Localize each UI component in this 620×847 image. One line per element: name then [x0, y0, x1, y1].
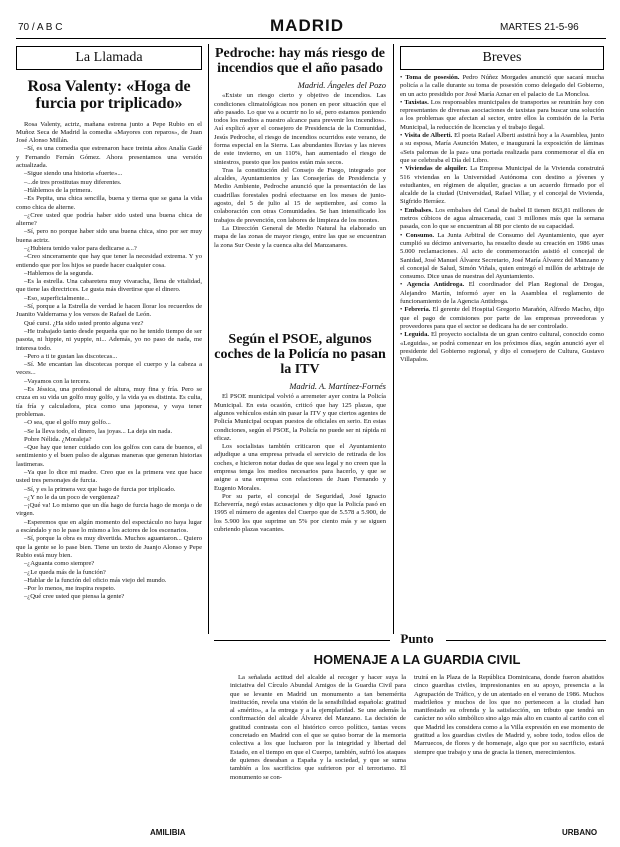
breve-text: La Empresa Municipal de la Vivienda construirá 516 viviendas en la Universidad Autónoma con destino a jóvenes y estudiantes, en régimen de alquiler, gracias a un acuerdo firmado por el alcalde de la ciudad (Universidad, Rafael Villar, y el concejal de Vivienda, Sigfrido Herráez.	[400, 165, 604, 206]
paragraph: –Pero a ti te gustan las discotecas...	[24, 352, 118, 360]
breve-lead: Consumo.	[405, 231, 435, 239]
paragraph: –Hablar de la función del oficio más viejo del mundo.	[24, 576, 167, 584]
paragraph: –Es la estrella. Una cabaretera muy vivaracha, llena de vitalidad, que tiene las directrices. Le gusta más divertirse que el dinero.	[16, 278, 202, 294]
punto-rule-left	[214, 640, 390, 641]
bullet-icon: •	[400, 98, 405, 106]
paragraph: –Es Pepita, una chica sencilla, buena y tierna que se gana la vida como chica de alterne.	[16, 195, 202, 211]
breves-body	[400, 74, 604, 644]
breve-item	[400, 99, 604, 132]
llamada-article	[16, 46, 202, 717]
bullet-icon: •	[400, 132, 405, 140]
paragraph: –Sí, y es la primera vez que hago de furcia por triplicado.	[24, 485, 176, 493]
column-divider-right	[393, 44, 394, 634]
breve-lead: Toma de posesión.	[405, 74, 460, 81]
paragraph: –Sí. Me encantan las discotecas porque el cuerpo y la cabeza a veces...	[16, 361, 202, 377]
paragraph: –Sí, porque la obra es muy divertida. Muchos aguantaron... Quiero que la gente se lo pase bien. Tiene un texto de Juanjo Alonso y Pepe Rubio está muy bien.	[16, 535, 202, 559]
page-header	[0, 0, 620, 40]
pedroche-article	[214, 46, 386, 324]
psoe-byline: Madrid. A. Martínez-Fornés	[289, 381, 386, 392]
paragraph: –Se la lleva todo, el dinero, las joyas... La deja sin nada.	[24, 427, 173, 435]
pedroche-body	[214, 92, 386, 324]
breve-item	[400, 331, 604, 364]
paragraph: –Sí, es una comedia que estrenaron hace treinta años Analía Gadé y Fernando Fernán Gómez. Ahora presentamos una versión actualizada.	[16, 145, 202, 170]
punto-text-1: La señalada actitud del alcalde al recoger y hacer suya la iniciativa del Círculo Abundal Amigos de la Guardia Civil para que se levante en Madrid un monumento a tan benemérita institución, revela una visión de la sensibilidad española: gratitud al «mérito», a la entrega y a la ejemplaridad. Se une además la confirmación del alcalde Álvarez del Manzano. La decisión de gratitud contrasta con el histórico cerco político, tantas veces concretado en Madrid con el que se quiso borrar de la memoria colectiva a los que lucharon por la integridad y libertad del Estado, en el tiempo en que el Cuerpo, también, sufrió los ataques de quienes deseaban a España y la sociedad, y que se suma también a los sacrificios que sufrieron por el terrorismo. El monumento se con-	[230, 674, 406, 781]
paragraph: El PSOE municipal volvió a arremeter ayer contra la Policía Municipal. En esta ocasión, criticó que hay 125 plazas, que algunos vehículos están sin pasar la ITV y que ciertos agentes de Policía Municipal ocupan puestos de oficiales en serio. En estas condiciones, según el PSOE, la Policía no puede ser ni rápida ni eficaz.	[214, 393, 386, 442]
punto-headline: HOMENAJE A LA GUARDIA CIVIL	[313, 652, 521, 667]
bullet-icon: •	[400, 231, 406, 239]
paragraph: –Creo sinceramente que hay que tener la necesidad extrema. Y yo entiendo que por los hijos se puede hacer cualquier cosa.	[16, 253, 202, 269]
paragraph: –¿Aguanta como siempre?	[24, 560, 95, 568]
paragraph: –¿Y no le da un poco de vergüenza?	[24, 493, 120, 501]
breve-item	[400, 232, 604, 282]
breve-item	[400, 281, 604, 306]
breve-text: Los embalses del Canal de Isabel II tienen 863,81 millones de metros cúbicos de agua almacenada, casi 3 millones más que la semana pasada, con lo que se encuentran al 88 por ciento de su capacidad.	[400, 206, 604, 231]
paragraph: Qué cursi. ¿Ha sido usted pronto alguna vez?	[24, 319, 144, 327]
punto-column-1	[230, 674, 406, 836]
paragraph: –¿Le queda más de la función?	[24, 568, 106, 576]
paragraph: «Existe un riesgo cierto y objetivo de incendios. Las condiciones climatológicas nos ponen en peor situación que el año pasado. Lo que va a ocurrir no lo sé, pero estamos poniendo todos los medios a nuestro alcance para prevenir los incendios». Así explicó ayer el consejero de Presidencia de la Comunidad, Jesús Pedroche, el riesgo de incendios ocurridos este verano, de forma especial en la Sierra. Las abundantes lluvias y las nieves de este invierno, en un 110%, han aumentado el riesgo de siniestros, puesto que los pastos están más secos.	[214, 92, 386, 166]
paragraph: –O sea, que el golfo muy golfo...	[24, 419, 111, 427]
paragraph: –Que hay que tener cuidado con los golfos con cara de buenos, el sentimiento y el buen pulso de algunas maneras que generan historias lastimeras.	[16, 444, 202, 468]
psoe-headline: Según el PSOE, algunos coches de la Policía no pasan la ITV	[214, 332, 386, 378]
paragraph: –He trabajado tanto desde pequeña que no he tenido tiempo de ser pasota, ni hippie, ni yuppie, ni... Además, yo no paso de nada, me interesa todo.	[16, 327, 202, 352]
bullet-icon: •	[400, 306, 405, 314]
paragraph: Tras la constitución del Consejo de Fuego, integrado por alcaldes, Ayuntamientos y las Consejerías de Presidencia y Medio Ambiente, Pedroche anunció que la presentación de las cuadrillas forestales podrá efectuarse en los meses de junio-agosto, del 5 de julio al 15 de septiembre, así como la colaboración con otras Comunidades. Se han intensificado los trabajos de prevención, con labores de limpieza de los montes.	[214, 166, 386, 224]
llamada-body	[16, 121, 202, 717]
llamada-signature: AMILIBIA	[150, 828, 186, 837]
breve-text: Los responsables municipales de transportes se reunirán hoy con representantes de diversas asociaciones de taxistas para buscar una solución a los problemas que afectan al sector, entre ellos la comisión de la Feria Municipal, la reducción de licencias y el trabajo ilegal.	[400, 98, 604, 131]
breve-item	[400, 74, 604, 99]
breves-section-label: Breves	[400, 46, 604, 70]
punto-text-2: truirá en la Plaza de la República Dominicana, donde fueron abatidos cinco guardias civiles, impresionantes en su apoyo, presencia a la Agrupación de Tráfico, y de un atentado en el verano de 1986. Muchos madrileños y muchos de los que no pertenecen a la ciudad han manifestado su ofrenda y la satisfacción, un tributo que tendrá un carácter no sólo simbólico sino algo más alto en cuanto al cariño con el que Madrid les considera como a la Villa expresión en ese momento de gratitud a los guardias civiles de Madrid y, sobre todo, todos ellos de Marruecos, de flores y de homenaje, algo que por su sacrificio, estará siempre que trabajo y una de gracia la tienen, merecimientos.	[414, 674, 604, 756]
breve-lead: Taxistas.	[404, 98, 429, 106]
paragraph: –¿Qué cree usted que piensa la gente?	[24, 593, 125, 601]
breve-text: El poeta Rafael Alberti asistirá hoy a la Asamblea, junto a su esposa, María Asunción Mateo, e inaugurará la exposición de láminas «Seis palomas de la paz» una portada realizada para conmemorar el día en que se celebraba el Día del Libro.	[400, 132, 604, 164]
bullet-icon: •	[400, 281, 407, 289]
breve-item	[400, 306, 604, 331]
section-title: MADRID	[270, 16, 344, 35]
paragraph: –Esperemos que en algún momento del espectáculo no haya lugar a escándalo y no le pase lo mismo a los actores de los escenarios.	[16, 518, 202, 535]
llamada-section-label: La Llamada	[16, 46, 202, 70]
paragraph: –¿Hubiera tenido valor para dedicarse a...?	[24, 244, 137, 252]
psoe-body	[214, 393, 386, 655]
pedroche-headline: Pedroche: hay más riesgo de incendios que el año pasado	[214, 46, 386, 77]
paragraph: –Háblemos de la primera.	[24, 186, 93, 194]
paragraph: –¿Cree usted que podría haber sido usted una buena chica de alterne?	[16, 211, 202, 228]
paragraph: –Sí, pero no porque haber sido una buena chica, sino por ser muy buena actriz.	[16, 228, 202, 244]
paragraph: Los socialistas también criticaron que el Ayuntamiento adjudique a una empresa privada el servicio de retirada de los coches, e hicieron notar dudas de que sea legal y no creen que la empresa tenga los medios necesarios para hacerlo, y que se asigne a una empresa con relaciones de Juan Fernando y Eugenio Morales.	[214, 443, 386, 492]
paragraph: Rosa Valenty, actriz, mañana estrena junto a Pepe Rubio en el Muñoz Seca de Madrid la comedia «Mayores con reparos», de Juan José Alonso Millán.	[16, 120, 202, 145]
punto-column-2	[414, 674, 604, 822]
bullet-icon: •	[400, 206, 405, 214]
paragraph: La Dirección General de Medio Natural ha elaborado un mapa de las zonas de mayor riesgo, entre las que se encuentran la zona Sur Oeste y la cuenca alta del Manzanares.	[214, 224, 386, 249]
column-divider-left	[208, 44, 209, 634]
issue-date: MARTES 21-5-96	[500, 22, 579, 33]
paragraph: –Por lo menos, me inspira respeto.	[24, 585, 116, 593]
breve-lead: Embalses.	[404, 206, 433, 214]
breve-lead: Leguida.	[404, 331, 430, 339]
llamada-headline: Rosa Valenty: «Hoga de furcia por triplicado»	[27, 78, 191, 113]
paragraph: –Es Jéssica, una profesional de altura, muy fina y fría. Pero se cruza en su vida un golfo muy golfo, y la vida ya es distinta. Es culta, tía fría y calculadora, pica como una japonesa, y vaya tener problemas.	[16, 386, 202, 418]
paragraph: –¡Qué va! Lo mismo que un día hago de furcia hago de monja o de virgen.	[16, 502, 202, 518]
breve-text: El proyecto socialista de un gran centro cultural, conocido como «Leguida», se podrá comenzar en los próximos días, según anunció ayer el presidente del Gobierno regional, y dijo el consejero de Cultura, Gustavo Villapalos.	[400, 331, 604, 364]
paragraph: –Sí, porque a la Estrella de verdad le hacen llorar los recuerdos de Juanito Valderrama y los versos de Rafael de León.	[16, 303, 202, 319]
paragraph: –Vayamos con la tercera.	[24, 377, 91, 385]
paragraph: Por su parte, el concejal de Seguridad, José Ignacio Echeverría, negó estas acusaciones y dijo que la Policía pasó en 1995 el número de agentes del Cuerpo que de 5.578 a 5.900, de los 5.900 los que suprime un 5% por ciento más y se siguen cubriendo plazas vacantes.	[214, 492, 386, 534]
paragraph: –Sigue siendo una historia «fuerte»...	[24, 170, 123, 178]
breves-article	[400, 46, 604, 644]
breve-item	[400, 165, 604, 206]
paragraph: –Ya que lo dice mi madre. Creo que es la primera vez que hace usted tres personajes de furcia.	[16, 469, 202, 485]
paragraph: –...de tres prostitutas muy diferentes.	[24, 178, 122, 186]
bullet-icon: •	[400, 74, 406, 81]
bullet-icon: •	[400, 331, 405, 339]
punto-signature: URBANO	[562, 828, 598, 837]
punto-section-label: Punto	[400, 631, 434, 646]
paragraph: Pobre Nélida. ¿Moraleja?	[24, 435, 92, 443]
bullet-icon: •	[400, 165, 405, 173]
pedroche-byline: Madrid. Ángeles del Pozo	[297, 80, 386, 91]
page-number: 70 / A B C	[18, 22, 63, 33]
breve-text: El coordinador del Plan Regional de Drogas, Alejandro Martín, informó ayer en la Asamblea el reglamento de funcionamiento de la Agencia Antidroga.	[400, 281, 604, 306]
breve-text: La Junta Arbitral de Consumo del Ayuntamiento, que ayer cumplió su décimo aniversario, ha resuelto desde su creación en 1986 unas 5.000 reclamaciones. Al acto de conmemoración asistió el concejal de Sanidad, José Manuel Álvarez Secretario, José María Álvarez del Manzano y el concejal de Salud, Simón Viñals, quien entregó el millón de arbitraje de consumo. Dice unas de nuestras del Ayuntamiento.	[400, 231, 604, 281]
breve-lead: Viviendas de alquiler.	[404, 165, 468, 173]
paragraph: –Hablemos de la segunda.	[24, 269, 94, 277]
breve-item	[400, 132, 604, 165]
paragraph: –Eso, superficialmente...	[24, 294, 90, 302]
breve-item	[400, 207, 604, 232]
breve-lead: Agencia Antidroga.	[406, 281, 465, 289]
breve-text: El gerente del Hospital Gregorio Marañón, Alfredo Macho, dijo que el pago de comisiones por parte de las empresas proveedoras y proveedores para que el sector se dedicara ha de ser controlado.	[400, 306, 604, 330]
breve-lead: Febrería.	[404, 306, 431, 314]
header-rule	[16, 38, 606, 39]
punto-rule-right	[446, 640, 606, 641]
psoe-article	[214, 332, 386, 655]
breve-lead: Visita de Alberti.	[404, 132, 453, 140]
breve-text: Pedro Núñez Morgades anunció que sacará mucha policía a la calle durante su toma de posesión como delegado del Gobierno, en un acto presidido por José María Aznar en el palacio de La Moncloa.	[400, 74, 604, 98]
